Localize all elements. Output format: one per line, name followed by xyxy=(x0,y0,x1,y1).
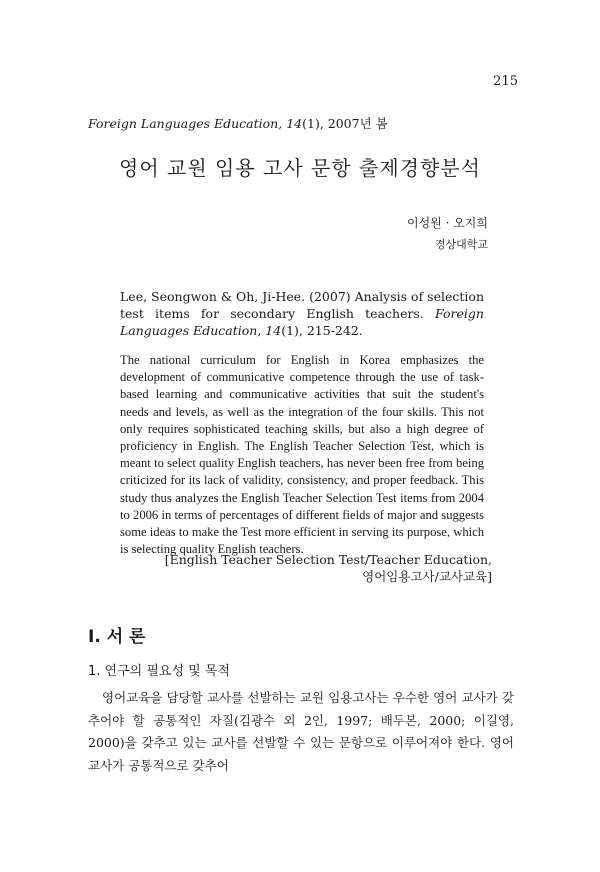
journal-volume: 14 xyxy=(286,116,303,131)
paper-title: 영어 교원 임용 고사 문항 출제경향분석 xyxy=(119,156,481,180)
citation-suffix: (1), 215-242. xyxy=(281,323,363,338)
page-number: 215 xyxy=(493,74,518,89)
keywords-line-2: 영어임용고사/교사교육] xyxy=(362,569,492,584)
abstract: The national curriculum for English in Korea emphasizes the development of communicative competence through the use of task-based learning and communicative activities that suit the student's needs and levels, as well as the integration of the four skills. This not only requires sophisticated teaching skills, but also a high degree of proficiency in English. The English Teacher Selection Test, which is meant to select quality English teachers, has never been free from being criticized for its lack of validity, consistency, and proper feedback. This study thus analyzes the English Teacher Selection Test items from 2004 to 2006 in terms of percentages of different fields of major and suggests some ideas to make the Test more efficient in serving its purpose, which is selecting quality English teachers. xyxy=(120,353,484,557)
authors: 이성원 · 오지희 xyxy=(407,216,488,230)
journal-issue-year: (1), 2007년 봄 xyxy=(302,116,388,131)
body-paragraph: 영어교육을 담당할 교사를 선발하는 교원 임용고사는 우수한 영어 교사가 갖추어야 할 공통적인 자질(김광수 외 2인, 1997; 배두본, 2000; 이길영, 2000)을 갖추고 있는 교사를 선발할 수 있는 문항으로 이루어져야 한다. 영어교사가 공통적으로 갖추어 xyxy=(88,690,514,773)
citation-journal: Foreign Languages Education, 14 xyxy=(120,306,484,338)
affiliation: 경상대학교 xyxy=(434,238,488,251)
citation-prefix: Lee, Seongwon & Oh, Ji-Hee. (2007) Analysis of selection test items for secondary English teachers. xyxy=(120,289,484,321)
citation xyxy=(120,288,484,339)
journal-name: Foreign Languages Education, xyxy=(88,116,283,131)
keywords-line-1: [English Teacher Selection Test/Teacher Education, xyxy=(164,552,492,567)
subsection-heading: 1. 연구의 필요성 및 목적 xyxy=(88,664,230,679)
section-heading: Ⅰ. 서 론 xyxy=(88,627,146,647)
journal-header xyxy=(88,114,388,132)
keywords xyxy=(165,551,492,585)
